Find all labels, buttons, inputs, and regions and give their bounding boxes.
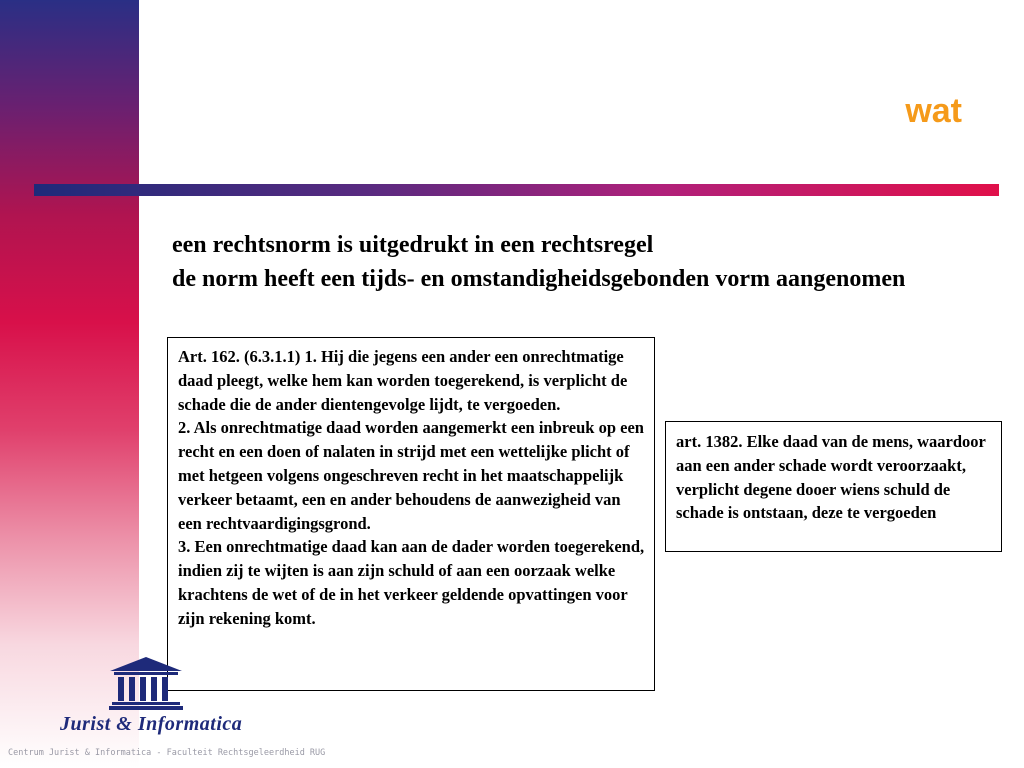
logo-wordmark: Jurist & Informatica — [60, 713, 243, 735]
footer-credit: Centrum Jurist & Informatica - Faculteit Rechtsgeleerdheid RUG — [8, 748, 326, 758]
side-gradient-band — [0, 0, 139, 768]
article-162-paragraph-3: 3. Een onrechtmatige daad kan aan de dader worden toegerekend, indien zij te wijten is aan zijn schuld of aan een oorzaak welke krachtens de wet of de in het verkeer geldende opvattingen voor zijn rekening komt. — [178, 537, 645, 628]
slide-title: wat — [905, 92, 962, 130]
article-162-box — [167, 337, 655, 691]
title-rule — [34, 184, 999, 196]
intro-line: de norm heeft een tijds- en omstandigheidsgebonden vorm aangenomen — [172, 266, 906, 292]
intro-line: een rechtsnorm is uitgedrukt in een rechtsregel — [172, 232, 654, 258]
intro-text — [172, 228, 962, 296]
columned-building-icon — [108, 655, 184, 711]
article-1382-text: art. 1382. Elke daad van de mens, waardoor aan een ander schade wordt veroorzaakt, verplicht degene dooer wiens schuld de schade is ontstaan, deze te vergoeden — [676, 432, 986, 523]
article-1382-box — [665, 421, 1002, 552]
article-162-paragraph-1: Art. 162. (6.3.1.1) 1. Hij die jegens een ander een onrechtmatige daad pleegt, welke hem kan worden toegerekend, is verplicht de schade die de ander dientengevolge lijdt, te vergoeden. — [178, 347, 628, 414]
article-162-paragraph-2: 2. Als onrechtmatige daad worden aangemerkt een inbreuk op een recht en een doen of nalaten in strijd met een wettelijke plicht of met hetgeen volgens ongeschreven recht in het maatschappelijk verkeer betaamt, een en ander behoudens de aanwezigheid van een rechtvaardigingsgrond. — [178, 418, 644, 533]
